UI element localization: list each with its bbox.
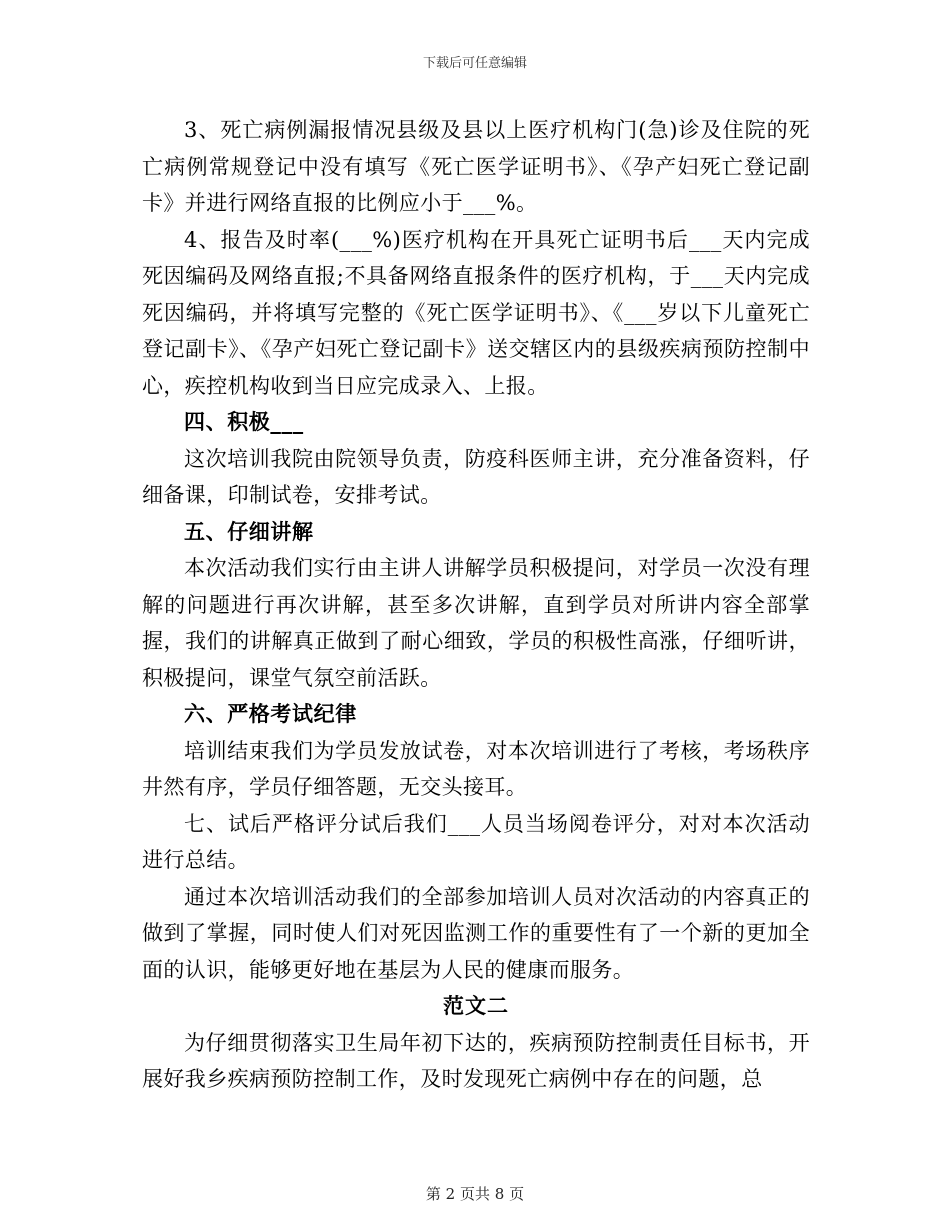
section-heading-6: 六、严格考试纪律 <box>184 702 357 726</box>
paragraph-item-3: 3、死亡病例漏报情况县级及县以上医疗机构门(急)诊及住院的死亡病例常规登记中没有填写《死亡医学证明书》、《孕产妇死亡登记副卡》并进行网络直报的比例应小于___%。 <box>142 118 810 215</box>
page-footer: 第 2 页共 8 页 <box>425 1185 525 1203</box>
paragraph-section-5: 本次活动我们实行由主讲人讲解学员积极提问，对学员一次没有理解的问题进行再次讲解，甚至多次讲解，直到学员对所讲内容全部掌握，我们的讲解真正做到了耐心细致，学员的积极性高涨，仔细听讲，积极提问，课堂气氛空前活跃。 <box>142 556 810 690</box>
paragraph-summary: 通过本次培训活动我们的全部参加培训人员对次活动的内容真正的做到了掌握，同时使人们对死因监测工作的重要性有了一个新的更加全面的认识，能够更好地在基层为人民的健康而服务。 <box>142 884 810 982</box>
paragraph-section-6: 培训结束我们为学员发放试卷，对本次培训进行了考核，考场秩序井然有序，学员仔细答题，无交头接耳。 <box>142 738 810 799</box>
paragraph-sample-two: 为仔细贯彻落实卫生局年初下达的，疾病预防控制责任目标书，开展好我乡疾病预防控制工作，及时发现死亡病例中存在的问题，总 <box>142 1030 810 1091</box>
sample-title: 范文二 <box>443 994 509 1018</box>
paragraph-item-4: 4、报告及时率(___%)医疗机构在开具死亡证明书后___天内完成死因编码及网络直报;不具备网络直报条件的医疗机构，于___天内完成死因编码，并将填写完整的《死亡医学证明书》、《___岁以下儿童死亡登记副卡》、《孕产妇死亡登记副卡》送交辖区内的县级疾病预防控制中心，疾控机构收到当日应完成录入、上报。 <box>142 227 810 398</box>
section-heading-4: 四、积极___ <box>184 410 304 434</box>
paragraph-section-4: 这次培训我院由院领导负责，防疫科医师主讲，充分准备资料，仔细备课，印制试卷，安排考试。 <box>142 446 810 507</box>
paragraph-section-7: 七、试后严格评分试后我们___人员当场阅卷评分，对对本次活动进行总结。 <box>142 811 810 872</box>
page-header: 下载后可任意编辑 <box>422 56 527 71</box>
document-body <box>142 112 810 1098</box>
section-heading-5: 五、仔细讲解 <box>184 519 314 544</box>
